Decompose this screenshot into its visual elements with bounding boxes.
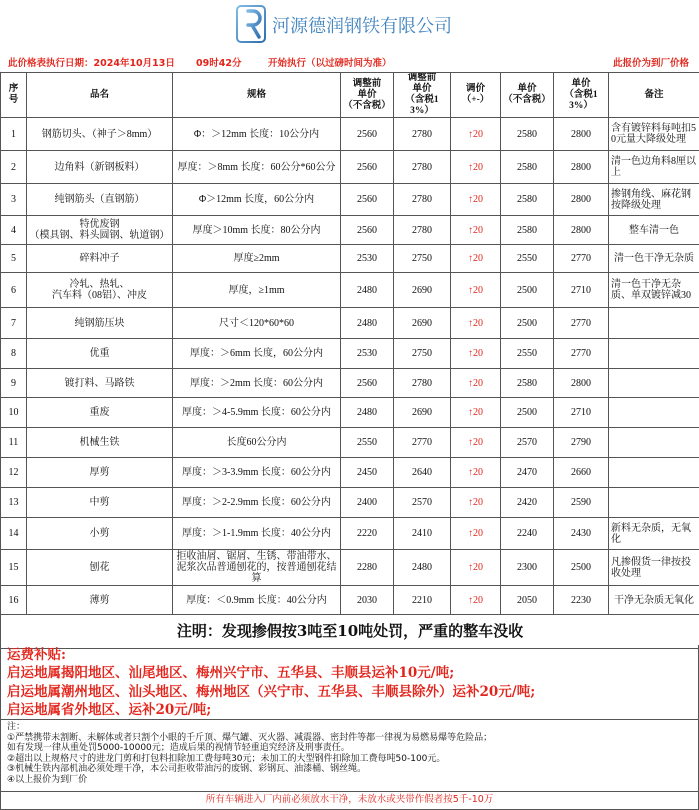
price-adjustment: ↑20: [451, 398, 501, 428]
price-adjustment: ↑20: [451, 369, 501, 398]
price-excl-tax: 2550: [501, 245, 554, 273]
row-number: 4: [1, 216, 27, 245]
item-name: 优重: [27, 339, 173, 369]
item-remark: [609, 550, 699, 586]
price-adjustment: ↑20: [451, 586, 501, 615]
price-before-excl-tax: 2560: [341, 151, 394, 184]
price-incl-tax: 2430: [554, 518, 609, 550]
price-before-incl-tax: 2210: [394, 586, 451, 615]
item-spec: 厚度，≥1mm: [173, 273, 341, 308]
item-remark: [609, 458, 699, 488]
table-row: [1, 488, 699, 518]
row-number: 12: [1, 458, 27, 488]
price-incl-tax: 2710: [554, 273, 609, 308]
effective-date: 此价格表执行日期：2024年10月13日: [8, 58, 175, 69]
item-remark-text: 清一色干净无杂质、单双镀锌减30: [611, 279, 691, 301]
price-excl-tax: 2580: [501, 369, 554, 398]
price-incl-tax: 2770: [554, 245, 609, 273]
price-before-excl-tax: 2560: [341, 184, 394, 216]
item-name: 刨花: [27, 550, 173, 586]
price-before-incl-tax: 2570: [394, 488, 451, 518]
price-excl-tax: 2050: [501, 586, 554, 615]
price-adjustment: ↑20: [451, 339, 501, 369]
header-price-adjustment: 调价 （+-）: [451, 73, 501, 118]
price-before-excl-tax: 2530: [341, 339, 394, 369]
item-spec: 厚度＞10mm 长度：80公分内: [173, 216, 341, 245]
item-remark-text: 含有镀锌料每吨扣50元量大降级处理: [611, 123, 696, 145]
item-name: 碎料冲子: [27, 245, 173, 273]
remarks-line: 如有发现一律从重处罚5000-10000元；造成后果的视情节轻重追究经济及刑事责任。: [7, 743, 350, 754]
price-adjustment: ↑20: [451, 488, 501, 518]
page-header: [0, 0, 699, 47]
company-name: 河源德润钢铁有限公司: [272, 16, 452, 37]
item-spec: 厚度：＞8mm 长度：60公分*60公分: [173, 151, 341, 184]
price-table: [0, 72, 699, 649]
row-number: 11: [1, 428, 27, 458]
item-name: 薄剪: [27, 586, 173, 615]
item-remark: [609, 398, 699, 428]
table-row: [1, 458, 699, 488]
item-name: 小剪: [27, 518, 173, 550]
price-incl-tax: 2790: [554, 428, 609, 458]
price-excl-tax: 2420: [501, 488, 554, 518]
price-before-excl-tax: 2400: [341, 488, 394, 518]
price-incl-tax: 2770: [554, 339, 609, 369]
item-remark: [609, 488, 699, 518]
item-spec: 厚度：＞2mm 长度：60公分内: [173, 369, 341, 398]
item-remark: [609, 586, 699, 615]
price-before-excl-tax: 2480: [341, 398, 394, 428]
price-excl-tax: 2470: [501, 458, 554, 488]
price-before-excl-tax: 2560: [341, 216, 394, 245]
price-excl-tax: 2500: [501, 308, 554, 339]
price-incl-tax: 2710: [554, 398, 609, 428]
price-before-incl-tax: 2780: [394, 118, 451, 151]
header-row-number: 序 号: [1, 73, 27, 118]
price-before-excl-tax: 2550: [341, 428, 394, 458]
header-item-name: 品名: [27, 73, 173, 118]
item-name: 机械生铁: [27, 428, 173, 458]
table-row: [1, 151, 699, 184]
item-remark-text: 新料无杂质，无氧化: [611, 522, 691, 545]
price-before-excl-tax: 2030: [341, 586, 394, 615]
price-before-excl-tax: 2560: [341, 118, 394, 151]
table-row: [1, 273, 699, 308]
price-incl-tax: 2800: [554, 369, 609, 398]
item-spec: 厚度：＜0.9mm 长度：40公分内: [173, 586, 341, 615]
price-incl-tax: 2590: [554, 488, 609, 518]
price-before-incl-tax: 2640: [394, 458, 451, 488]
row-number: 8: [1, 339, 27, 369]
price-incl-tax: 2500: [554, 550, 609, 586]
item-spec: 厚度：＞1-1.9mm 长度：40公分内: [173, 518, 341, 550]
price-adjustment: ↑20: [451, 518, 501, 550]
price-adjustment: ↑20: [451, 184, 501, 216]
price-excl-tax: 2300: [501, 550, 554, 586]
table-row: [1, 245, 699, 273]
price-incl-tax: 2800: [554, 216, 609, 245]
item-spec: Φ＞12mm 长度，60公分内: [173, 184, 341, 216]
price-before-incl-tax: 2780: [394, 151, 451, 184]
table-row: [1, 118, 699, 151]
header-price-incl-tax: 单价 （含税13%）: [554, 73, 609, 118]
freight-subsidy-line: 启运地属省外地区、运补20元/吨;: [7, 701, 212, 718]
table-row: [1, 398, 699, 428]
effective-start-note: 开始执行（以过磅时间为准）: [268, 58, 392, 69]
price-adjustment: ↑20: [451, 308, 501, 339]
price-excl-tax: 2500: [501, 398, 554, 428]
item-remark-text: 掺钢角线、麻花钢按降级处理: [611, 188, 691, 211]
item-remark: [609, 428, 699, 458]
price-incl-tax: 2800: [554, 184, 609, 216]
item-remark: [609, 339, 699, 369]
item-remark: [609, 216, 699, 245]
price-incl-tax: 2800: [554, 151, 609, 184]
adulteration-penalty-note: 注明：发现掺假按3吨至10吨处罚，严重的整车没收: [1, 615, 699, 649]
price-excl-tax: 2580: [501, 184, 554, 216]
row-number: 5: [1, 245, 27, 273]
header-item-spec: 规格: [173, 73, 341, 118]
item-spec: 拒收油屑、锯屑、生锈、带油带水、泥浆次品普通刨花的，按普通刨花结算: [173, 550, 341, 586]
header-remark: 备注: [609, 73, 699, 118]
price-adjustment: ↑20: [451, 245, 501, 273]
item-name: 厚剪: [27, 458, 173, 488]
price-before-incl-tax: 2410: [394, 518, 451, 550]
item-remark: [609, 273, 699, 308]
freight-subsidy-line: 启运地属潮州地区、汕头地区、梅州地区（兴宁市、五华县、丰顺县除外）运补20元/吨;: [7, 683, 536, 700]
remarks-line: ③机械生铁内部机油必须处理干净，本公司拒收带油污的废钢、彩钢瓦、油漆桶、钢丝绳。: [7, 764, 367, 775]
item-spec: 厚度≥2mm: [173, 245, 341, 273]
table-row: [1, 428, 699, 458]
item-spec: 厚度：＞3-3.9mm 长度：60公分内: [173, 458, 341, 488]
item-spec: 厚度：＞4-5.9mm 长度：60公分内: [173, 398, 341, 428]
note-row: [1, 615, 699, 649]
item-remark: [609, 245, 699, 273]
item-spec: Φ：＞12mm 长度：10公分内: [173, 118, 341, 151]
row-number: 14: [1, 518, 27, 550]
row-number: 1: [1, 118, 27, 151]
item-name: 重废: [27, 398, 173, 428]
item-remark: [609, 308, 699, 339]
table-row: [1, 369, 699, 398]
price-adjustment: ↑20: [451, 216, 501, 245]
price-before-excl-tax: 2450: [341, 458, 394, 488]
remarks-line: ①严禁携带未割断、未解体或者只割个小眼的千斤顶、爆气罐、灭火器、减震器、密封件等都一律视为易燃易爆等危险品；: [7, 732, 493, 743]
price-before-incl-tax: 2780: [394, 216, 451, 245]
table-row: [1, 339, 699, 369]
price-excl-tax: 2240: [501, 518, 554, 550]
remarks-section: [0, 720, 699, 792]
freight-subsidy-line: 启运地属揭阳地区、汕尾地区、梅州兴宁市、五华县、丰顺县运补10元/吨;: [7, 665, 455, 682]
price-before-excl-tax: 2530: [341, 245, 394, 273]
effective-info-bar: [0, 49, 699, 71]
price-before-incl-tax: 2780: [394, 184, 451, 216]
price-before-incl-tax: 2750: [394, 245, 451, 273]
price-adjustment: ↑20: [451, 273, 501, 308]
item-name: 纯钢筋头（直钢筋）: [27, 184, 173, 216]
price-before-excl-tax: 2480: [341, 308, 394, 339]
row-number: 10: [1, 398, 27, 428]
table-row: [1, 308, 699, 339]
row-number: 2: [1, 151, 27, 184]
price-adjustment: ↑20: [451, 458, 501, 488]
header-price-before-incl-tax: 调整前 单价 （含税13%）: [394, 73, 451, 118]
item-name: 镀打料、马路铁: [27, 369, 173, 398]
table-row: [1, 216, 699, 245]
company-logo-icon: [236, 5, 266, 43]
row-number: 3: [1, 184, 27, 216]
table-row: [1, 184, 699, 216]
remarks-line: ④以上报价为到厂价: [7, 774, 88, 785]
freight-subsidy-section: [0, 645, 699, 720]
price-before-excl-tax: 2560: [341, 369, 394, 398]
item-remark: [609, 184, 699, 216]
table-header-row: [1, 73, 699, 118]
price-before-incl-tax: 2770: [394, 428, 451, 458]
price-excl-tax: 2580: [501, 118, 554, 151]
table-row: [1, 550, 699, 586]
item-remark-text: 清一色干净无杂质: [614, 253, 694, 264]
row-number: 7: [1, 308, 27, 339]
price-excl-tax: 2580: [501, 216, 554, 245]
price-before-incl-tax: 2690: [394, 273, 451, 308]
price-incl-tax: 2800: [554, 118, 609, 151]
remarks-title: 注：: [7, 722, 26, 732]
freight-subsidy-title: 运费补贴:: [7, 647, 66, 663]
price-adjustment: ↑20: [451, 118, 501, 151]
price-incl-tax: 2770: [554, 308, 609, 339]
price-excl-tax: 2500: [501, 273, 554, 308]
item-spec: 厚度：＞2-2.9mm 长度：60公分内: [173, 488, 341, 518]
header-price-before-excl-tax: 调整前 单价 （不含税）: [341, 73, 394, 118]
row-number: 6: [1, 273, 27, 308]
row-number: 9: [1, 369, 27, 398]
price-before-incl-tax: 2690: [394, 308, 451, 339]
row-number: 15: [1, 550, 27, 586]
price-before-excl-tax: 2280: [341, 550, 394, 586]
item-name: 边角料（新钢板料）: [27, 151, 173, 184]
table-row: [1, 586, 699, 615]
price-incl-tax: 2230: [554, 586, 609, 615]
item-name: 中剪: [27, 488, 173, 518]
item-remark-text: 凡掺假货一律按投收处理: [611, 556, 691, 579]
row-number: 13: [1, 488, 27, 518]
item-spec: 长度60公分内: [173, 428, 341, 458]
price-adjustment: ↑20: [451, 428, 501, 458]
table-row: [1, 518, 699, 550]
item-name: 特优废钢 （模具钢、料头圆钢、轨道钢）: [27, 216, 173, 245]
price-before-excl-tax: 2220: [341, 518, 394, 550]
footer-warning: 所有车辆进入厂内前必须放水干净，未放水或夹带作假者按5千-10万: [0, 792, 699, 810]
item-remark-text: 整车清一色: [629, 224, 679, 236]
item-remark-text: 干净无杂质无氧化: [614, 594, 694, 606]
header-price-excl-tax: 单价 （不含税）: [501, 73, 554, 118]
item-name: 纯钢筋压块: [27, 308, 173, 339]
price-excl-tax: 2570: [501, 428, 554, 458]
price-adjustment: ↑20: [451, 550, 501, 586]
price-incl-tax: 2660: [554, 458, 609, 488]
item-spec: 厚度：＞6mm 长度，60公分内: [173, 339, 341, 369]
item-remark-text: 清一色边角料8厘以上: [611, 156, 696, 178]
effective-time: 09时42分: [196, 58, 242, 69]
price-table-body: [1, 118, 699, 615]
price-adjustment: ↑20: [451, 151, 501, 184]
item-name: 钢筋切头、（神子＞8mm）: [27, 118, 173, 151]
row-number: 16: [1, 586, 27, 615]
item-name: 冷轧、热轧、 汽车料（08铝）、冲皮: [27, 273, 173, 308]
price-excl-tax: 2550: [501, 339, 554, 369]
price-before-excl-tax: 2480: [341, 273, 394, 308]
price-before-incl-tax: 2780: [394, 369, 451, 398]
item-spec: 尺寸＜120*60*60: [173, 308, 341, 339]
price-before-incl-tax: 2480: [394, 550, 451, 586]
price-excl-tax: 2580: [501, 151, 554, 184]
remarks-line: ②超出以上规格尺寸的进龙门剪和打包料扣除加工费每吨30元；未加工的大型钢件扣除加工费每吨50-100元。: [7, 753, 446, 764]
item-remark: [609, 518, 699, 550]
item-remark: [609, 118, 699, 151]
item-remark: [609, 369, 699, 398]
price-before-incl-tax: 2690: [394, 398, 451, 428]
price-before-incl-tax: 2750: [394, 339, 451, 369]
delivered-price-note: 此报价为到厂价格: [612, 58, 689, 69]
item-remark: [609, 151, 699, 184]
